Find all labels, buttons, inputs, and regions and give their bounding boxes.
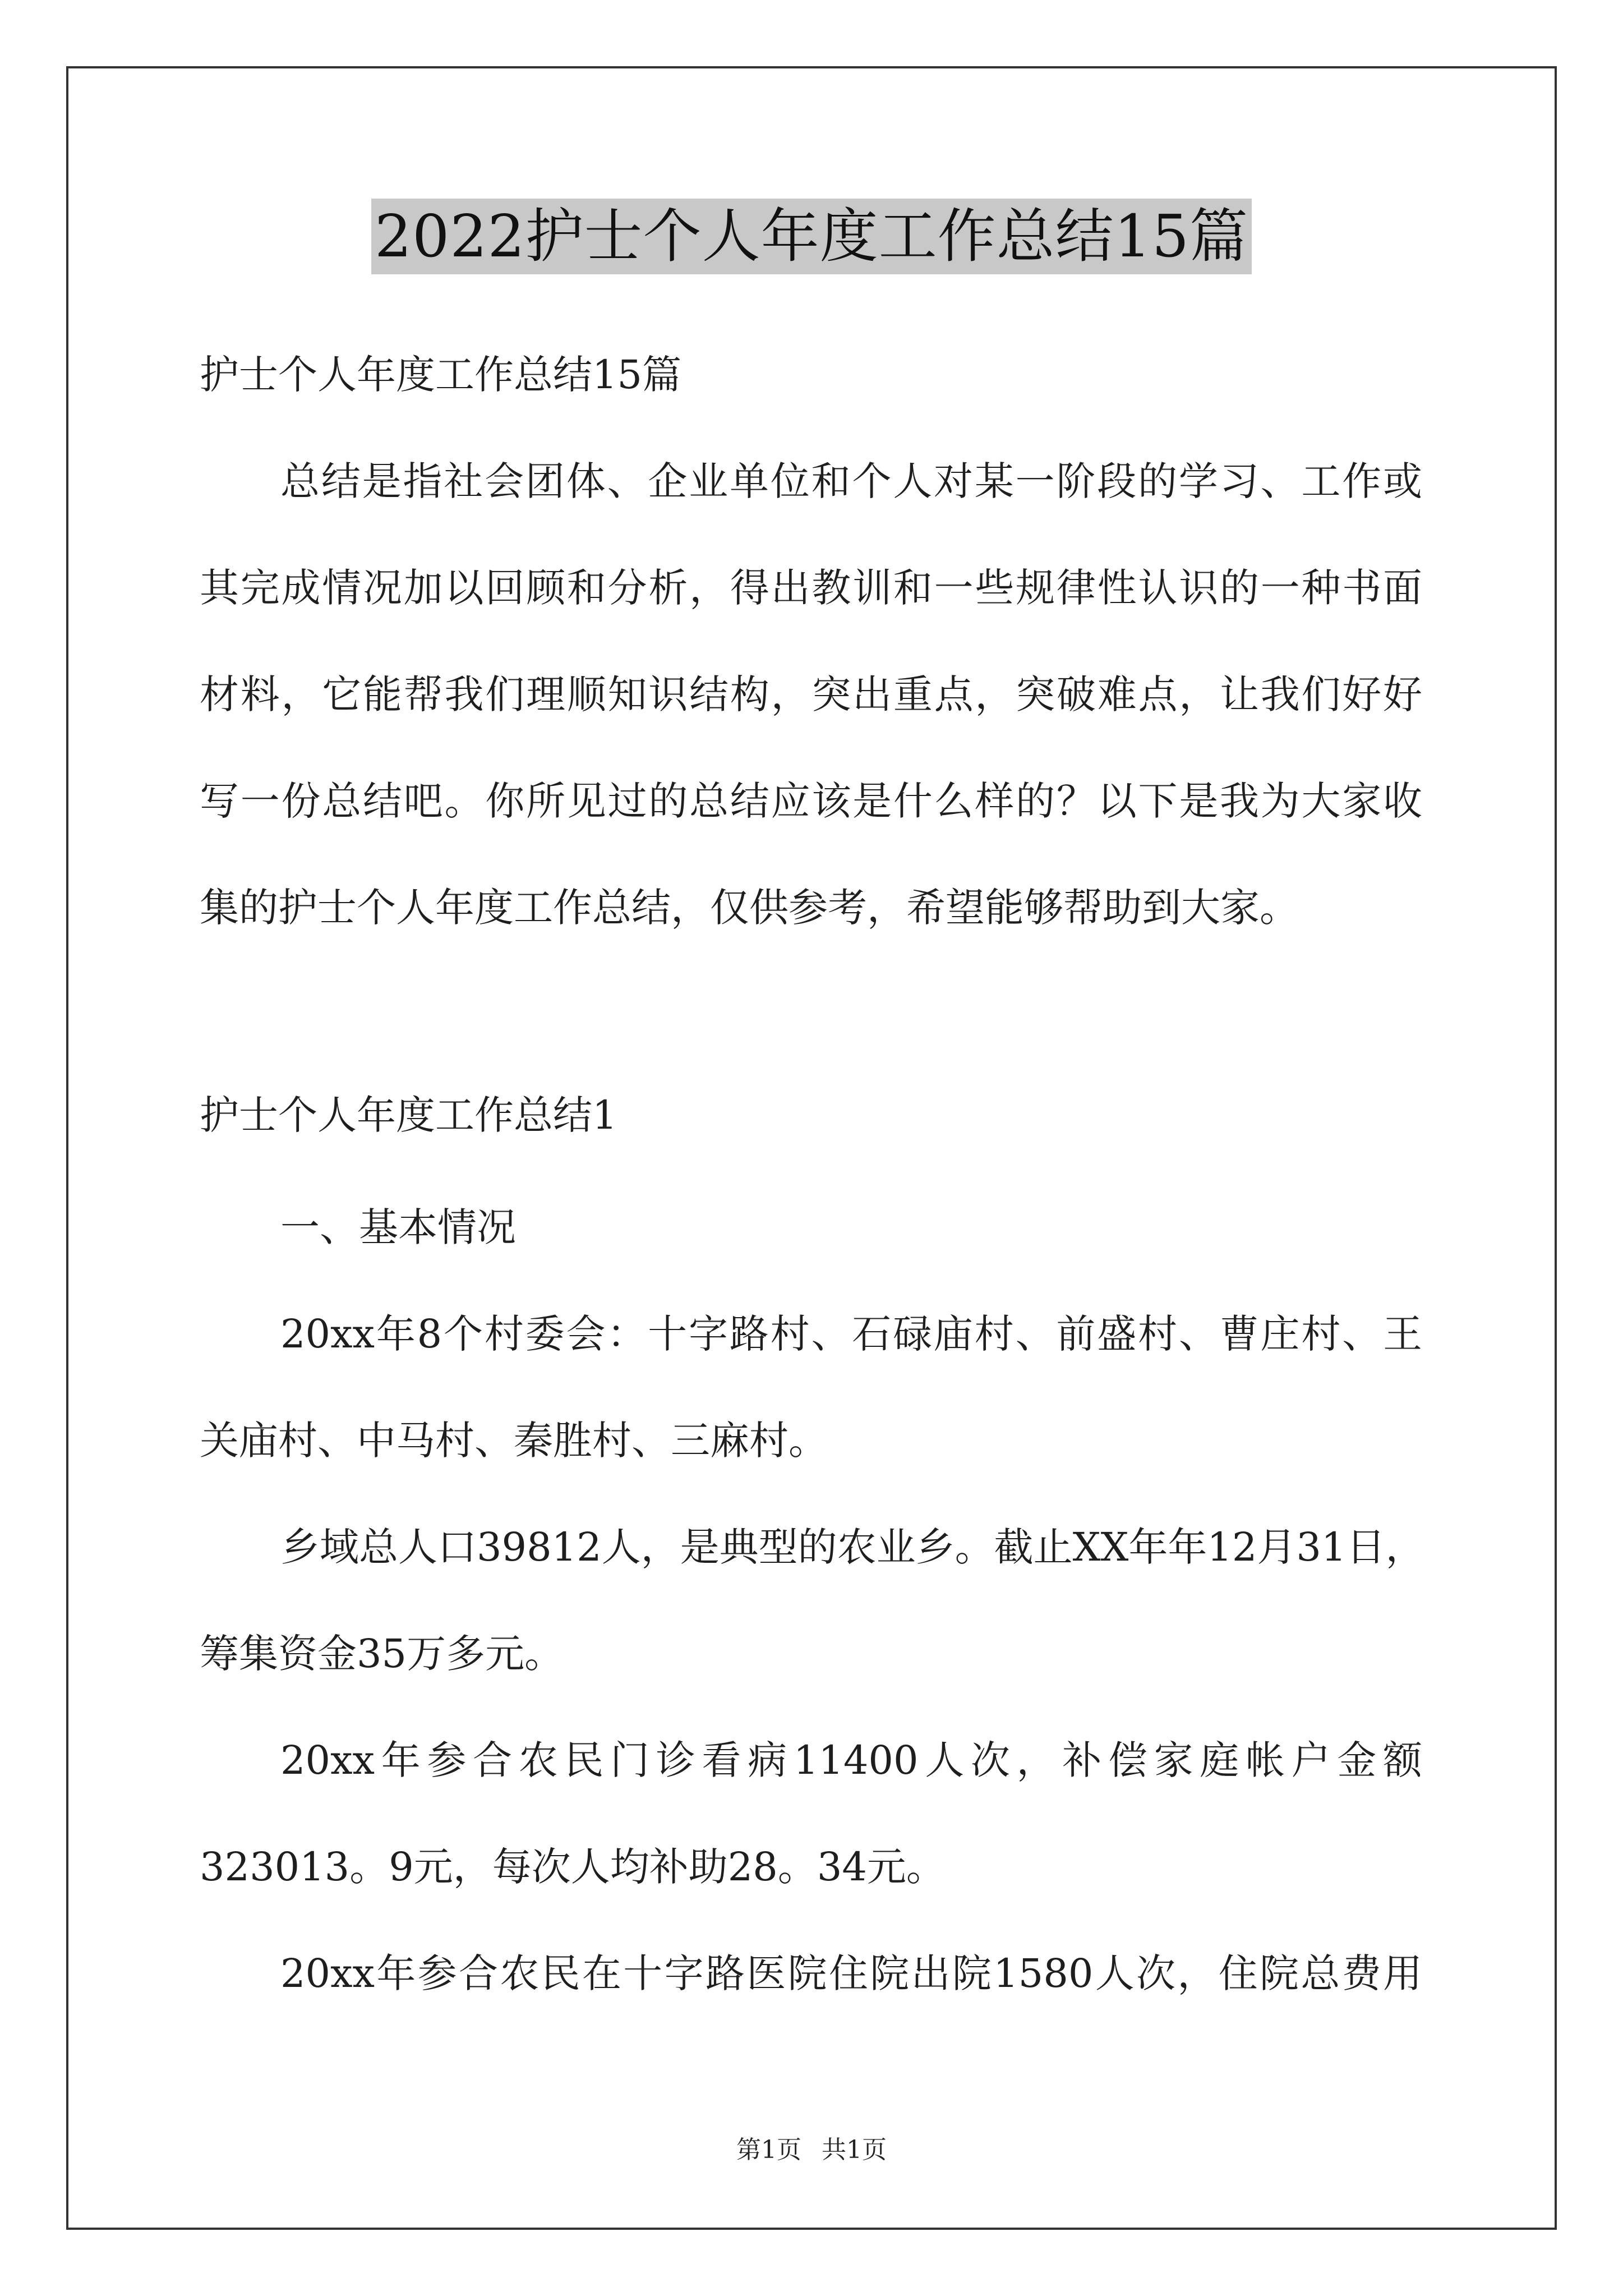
intro-line-2: 其完成情况加以回顾和分析，得出教训和一些规律性认识的一种书面 <box>200 565 1422 611</box>
intro-line-1: 总结是指社会团体、企业单位和个人对某一阶段的学习、工作或 <box>280 458 1422 504</box>
section-heading: 护士个人年度工作总结1 <box>200 1092 617 1138</box>
document-subtitle: 护士个人年度工作总结15篇 <box>200 352 682 398</box>
intro-line-4: 写一份总结吧。你所见过的总结应该是什么样的？以下是我为大家收 <box>200 778 1422 824</box>
body-line-7: 20xx年参合农民在十字路医院住院出院1580人次，住院总费用 <box>280 1950 1422 1996</box>
body-line-5: 20xx年参合农民门诊看病11400人次，补偿家庭帐户金额 <box>280 1737 1422 1783</box>
body-line-4: 筹集资金35万多元。 <box>200 1631 564 1677</box>
body-line-3: 乡域总人口39812人，是典型的农业乡。截止XX年年12月31日， <box>280 1524 1425 1570</box>
sub-heading: 一、基本情况 <box>280 1204 516 1250</box>
body-line-2: 关庙村、中马村、秦胜村、三麻村。 <box>200 1418 828 1464</box>
page-number: 第1页 <box>736 2136 801 2164</box>
body-line-1: 20xx年8个村委会：十字路村、石碌庙村、前盛村、曹庄村、王 <box>280 1311 1422 1357</box>
intro-line-3: 材料，它能帮我们理顺知识结构，突出重点，突破难点，让我们好好 <box>200 671 1422 717</box>
page-total: 共1页 <box>822 2136 887 2164</box>
title-container <box>0 199 1623 274</box>
body-line-6: 323013。9元，每次人均补助28。34元。 <box>200 1844 946 1890</box>
intro-line-5: 集的护士个人年度工作总结，仅供参考，希望能够帮助到大家。 <box>200 885 1299 931</box>
page-footer <box>0 2133 1623 2167</box>
document-title: 2022护士个人年度工作总结15篇 <box>371 199 1252 274</box>
